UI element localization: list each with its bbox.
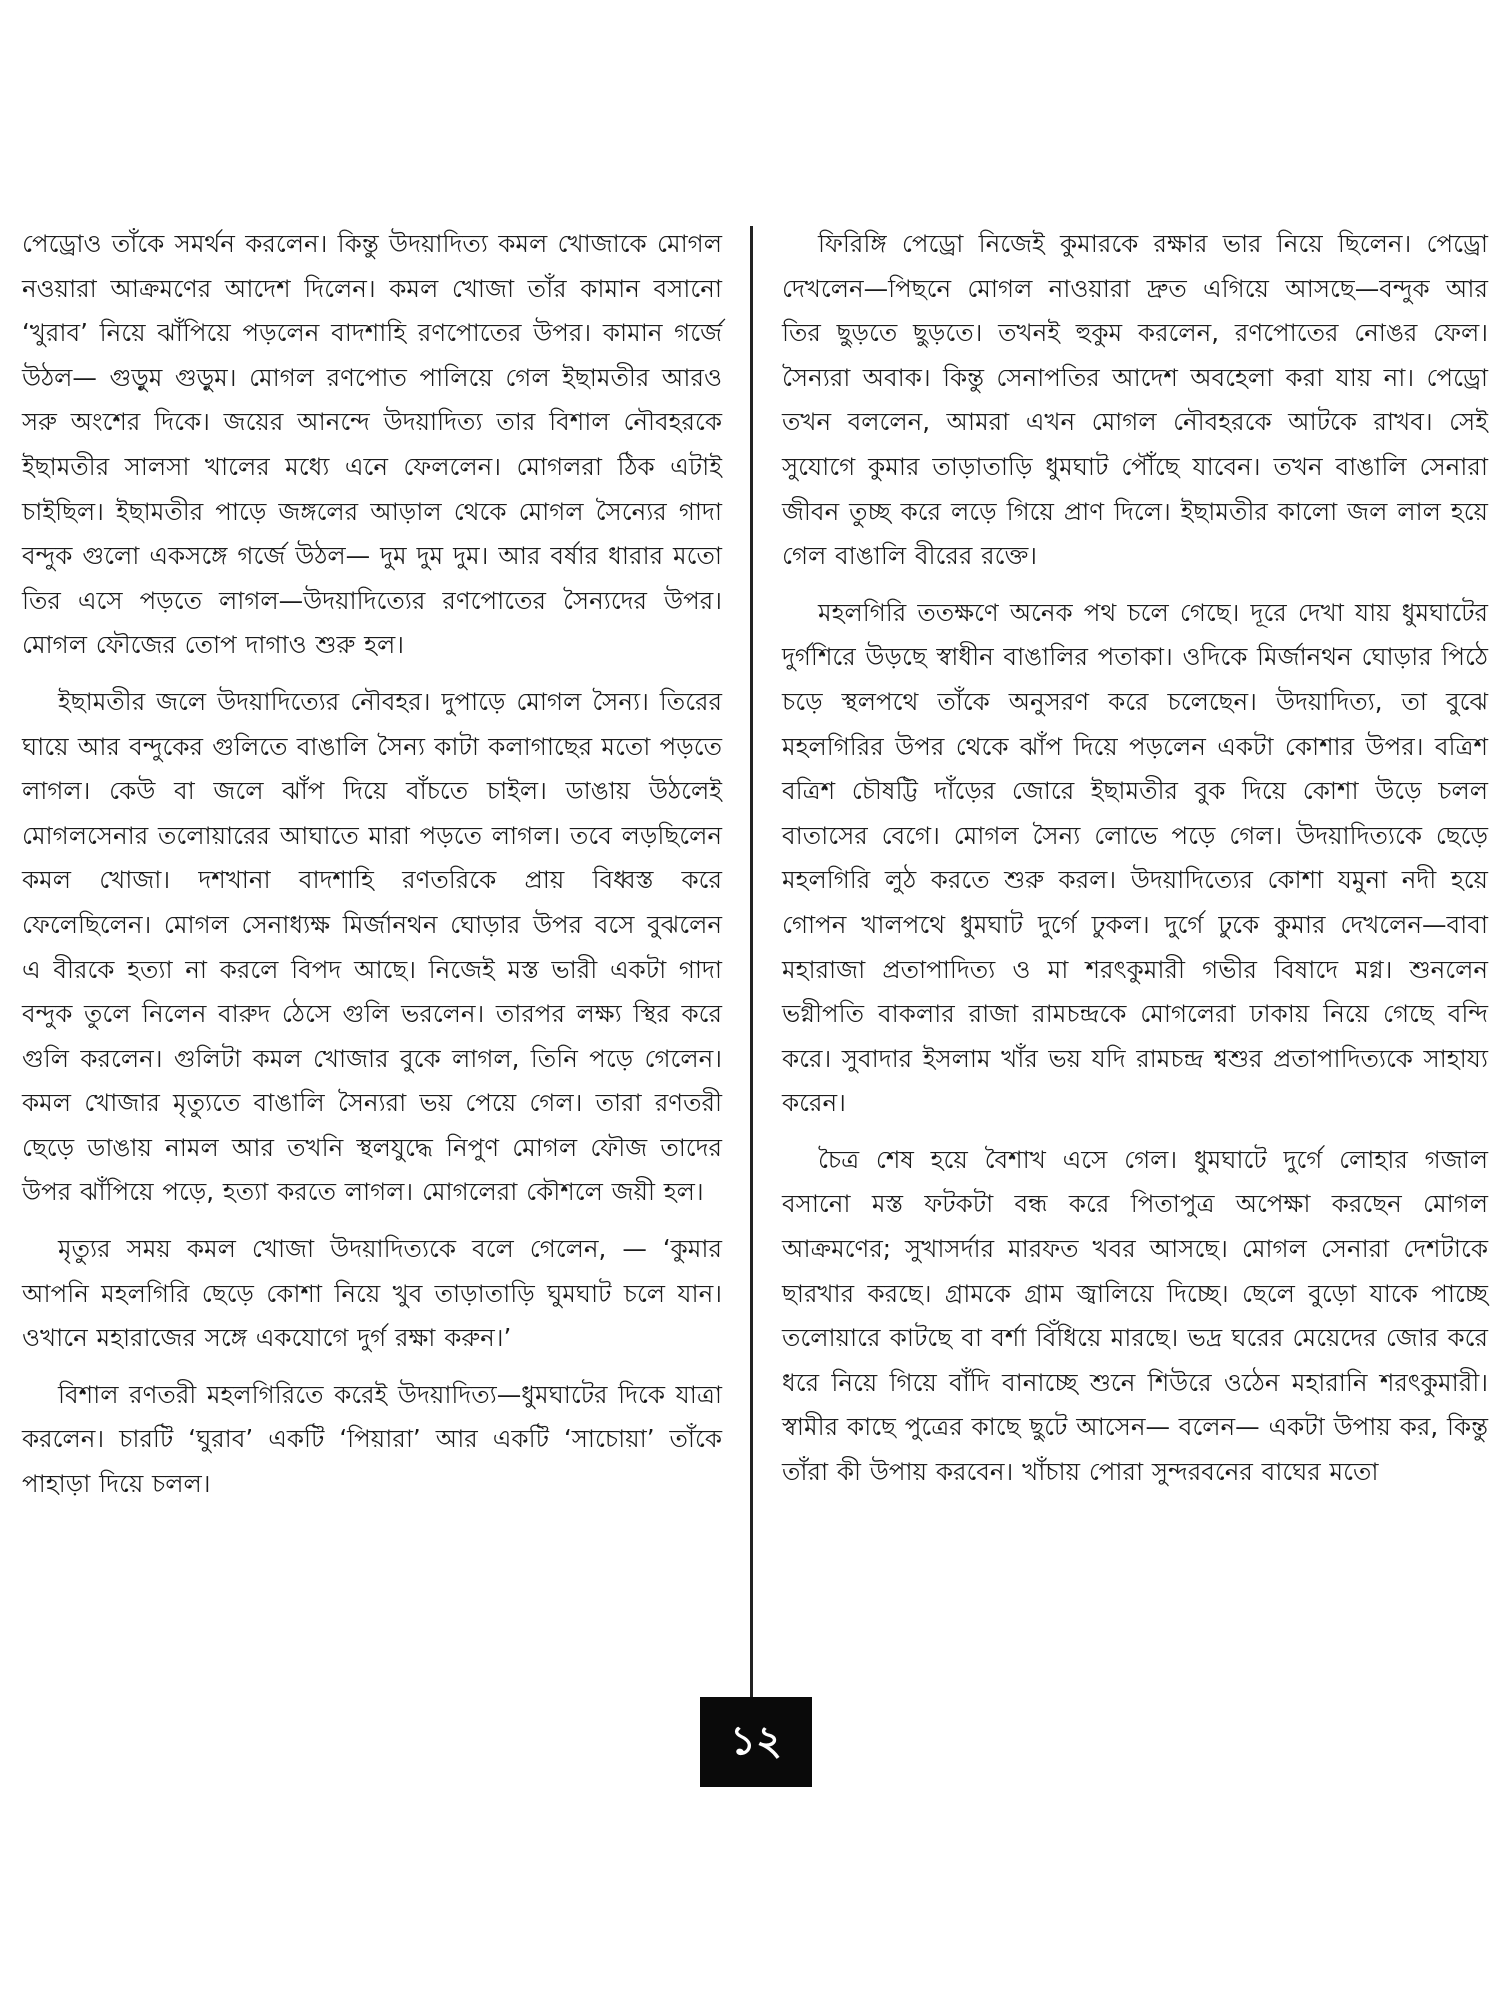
page-number-badge: ১২	[700, 1697, 812, 1787]
paragraph: চৈত্র শেষ হয়ে বৈশাখ এসে গেল। ধুমঘাটে দুর্গে লোহার গজাল বসানো মস্ত ফটকটা বন্ধ করে পিতাপুত্র অপেক্ষা করছেন মোগল আক্রমণের; সুখাসর্দার মারফত খবর আসছে। মোগল সেনারা দেশটাকে ছারখার করছে। গ্রামকে গ্রাম জ্বালিয়ে দিচ্ছে। ছেলে বুড়ো যাকে পাচ্ছে তলোয়ারে কাটছে বা বর্শা বিঁধিয়ে মারছে। ভদ্র ঘরের মেয়েদের জোর করে ধরে নিয়ে গিয়ে বাঁদি বানাচ্ছে শুনে শিউরে ওঠেন মহারানি শরৎকুমারী। স্বামীর কাছে পুত্রের কাছে ছুটে আসেন— বলেন— একটা উপায় কর, কিন্তু তাঁরা কী উপায় করবেন। খাঁচায় পোরা সুন্দরবনের বাঘের মতো	[782, 1144, 1488, 1487]
paragraph: ফিরিঙ্গি পেড্রো নিজেই কুমারকে রক্ষার ভার নিয়ে ছিলেন। পেড্রো দেখলেন—পিছনে মোগল নাওয়ারা দ্রুত এগিয়ে আসছে—বন্দুক আর তির ছুড়তে ছুড়তে। তখনই হুকুম করলেন, রণপোতের নোঙর ফেল। সৈন্যরা অবাক। কিন্তু সেনাপতির আদেশ অবহেলা করা যায় না। পেড্রো তখন বললেন, আমরা এখন মোগল নৌবহরকে আটকে রাখব। সেই সুযোগে কুমার তাড়াতাড়ি ধুমঘাট পৌঁছে যাবেন। তখন বাঙালি সেনারা জীবন তুচ্ছ করে লড়ে গিয়ে প্রাণ দিলে। ইছামতীর কালো জল লাল হয়ে গেল বাঙালি বীরের রক্তে।	[782, 229, 1488, 571]
right-column	[782, 222, 1488, 1505]
paragraph: মহলগিরি ততক্ষণে অনেক পথ চলে গেছে। দূরে দেখা যায় ধুমঘাটের দুর্গশিরে উড়ছে স্বাধীন বাঙালির পতাকা। ওদিকে মির্জানথন ঘোড়ার পিঠে চড়ে স্থলপথে তাঁকে অনুসরণ করে চলেছেন। উদয়াদিত্য, তা বুঝে মহলগিরির উপর থেকে ঝাঁপ দিয়ে পড়লেন একটা কোশার উপর। বত্রিশ বত্রিশ চৌষট্টি দাঁড়ের জোরে ইছামতীর বুক দিয়ে কোশা উড়ে চলল বাতাসের বেগে। মোগল সৈন্য লোভে পড়ে গেল। উদয়াদিত্যকে ছেড়ে মহলগিরি লুঠ করতে শুরু করল। উদয়াদিত্যের কোশা যমুনা নদী হয়ে গোপন খালপথে ধুমঘাট দুর্গে ঢুকল। দুর্গে ঢুকে কুমার দেখলেন—বাবা মহারাজা প্রতাপাদিত্য ও মা শরৎকুমারী গভীর বিষাদে মগ্ন। শুনলেন ভগ্নীপতি বাকলার রাজা রামচন্দ্রকে মোগলেরা ঢাকায় নিয়ে গেছে বন্দি করে। সুবাদার ইসলাম খাঁর ভয় যদি রামচন্দ্র শ্বশুর প্রতাপাদিত্যকে সাহায্য করেন।	[782, 597, 1488, 1118]
left-column	[22, 222, 722, 1517]
column-divider	[750, 226, 753, 1710]
paragraph: মৃত্যুর সময় কমল খোজা উদয়াদিত্যকে বলে গেলেন, — ‘কুমার আপনি মহলগিরি ছেড়ে কোশা নিয়ে খুব তাড়াতাড়ি ঘুমঘাট চলে যান। ওখানে মহারাজের সঙ্গে একযোগে দুর্গ রক্ষা করুন।’	[22, 1234, 722, 1353]
paragraph: পেড্রোও তাঁকে সমর্থন করলেন। কিন্তু উদয়াদিত্য কমল খোজাকে মোগল নওয়ারা আক্রমণের আদেশ দিলেন। কমল খোজা তাঁর কামান বসানো ‘খুরাব’ নিয়ে ঝাঁপিয়ে পড়লেন বাদশাহি রণপোতের উপর। কামান গর্জে উঠল— গুড়ুম গুড়ুম। মোগল রণপোত পালিয়ে গেল ইছামতীর আরও সরু অংশের দিকে। জয়ের আনন্দে উদয়াদিত্য তার বিশাল নৌবহরকে ইছামতীর সালসা খালের মধ্যে এনে ফেললেন। মোগলরা ঠিক এটাই চাইছিল। ইছামতীর পাড়ে জঙ্গলের আড়াল থেকে মোগল সৈন্যের গাদা বন্দুক গুলো একসঙ্গে গর্জে উঠল— দুম দুম দুম। আর বর্ষার ধারার মতো তির এসে পড়তে লাগল—উদয়াদিত্যের রণপোতের সৈন্যদের উপর। মোগল ফৌজের তোপ দাগাও শুরু হল।	[22, 229, 722, 660]
paragraph: বিশাল রণতরী মহলগিরিতে করেই উদয়াদিত্য—ধুমঘাটের দিকে যাত্রা করলেন। চারটি ‘ঘুরাব’ একটি ‘পিয়ারা’ আর একটি ‘সাচোয়া’ তাঁকে পাহাড়া দিয়ে চলল।	[22, 1379, 722, 1499]
paragraph: ইছামতীর জলে উদয়াদিত্যের নৌবহর। দুপাড়ে মোগল সৈন্য। তিরের ঘায়ে আর বন্দুকের গুলিতে বাঙালি সৈন্য কাটা কলাগাছের মতো পড়তে লাগল। কেউ বা জলে ঝাঁপ দিয়ে বাঁচতে চাইল। ডাঙায় উঠলেই মোগলসেনার তলোয়ারের আঘাতে মারা পড়তে লাগল। তবে লড়ছিলেন কমল খোজা। দশখানা বাদশাহি রণতরিকে প্রায় বিধ্বস্ত করে ফেলেছিলেন। মোগল সেনাধ্যক্ষ মির্জানথন ঘোড়ার উপর বসে বুঝলেন এ বীরকে হত্যা না করলে বিপদ আছে। নিজেই মস্ত ভারী একটা গাদা বন্দুক তুলে নিলেন বারুদ ঠেসে গুলি ভরলেন। তারপর লক্ষ্য স্থির করে গুলি করলেন। গুলিটা কমল খোজার বুকে লাগল, তিনি পড়ে গেলেন। কমল খোজার মৃত্যুতে বাঙালি সৈন্যরা ভয় পেয়ে গেল। তারা রণতরী ছেড়ে ডাঙায় নামল আর তখনি স্থলযুদ্ধে নিপুণ মোগল ফৌজ তাদের উপর ঝাঁপিয়ে পড়ে, হত্যা করতে লাগল। মোগলেরা কৌশলে জয়ী হল।	[22, 686, 722, 1207]
